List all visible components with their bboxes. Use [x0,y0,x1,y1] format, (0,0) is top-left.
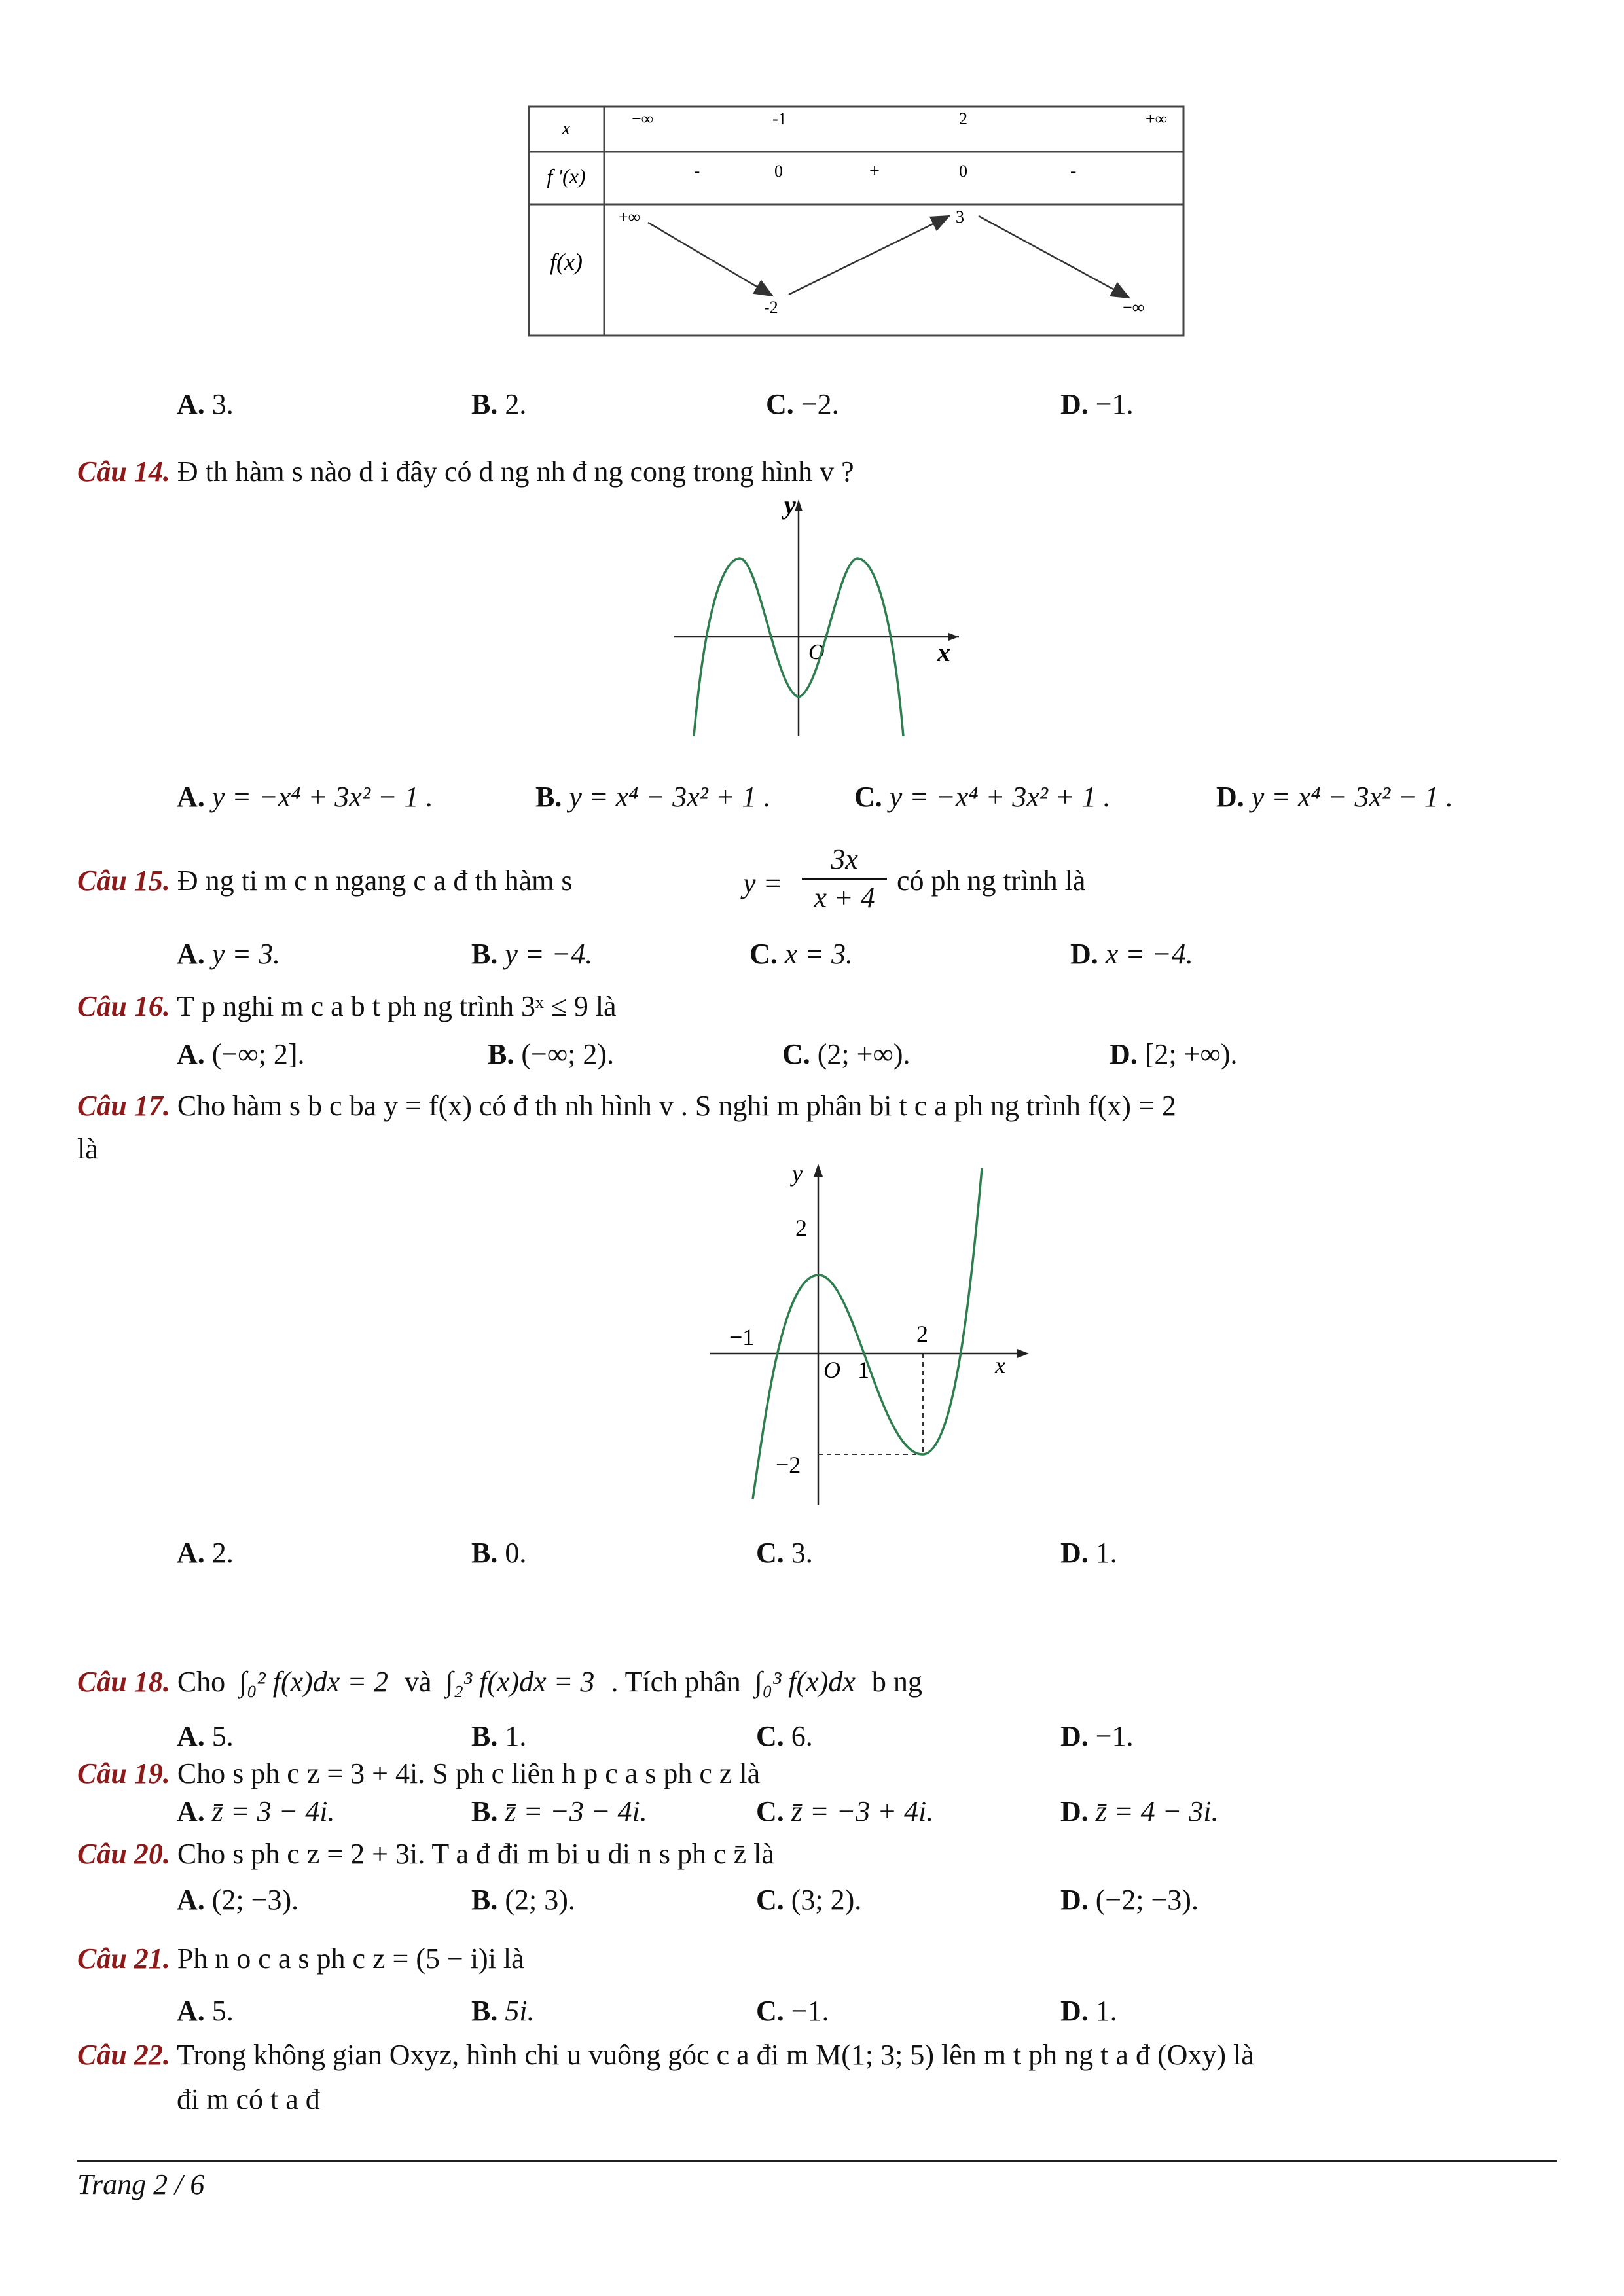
svg-text:1: 1 [857,1357,869,1383]
option-c[interactable]: C. 6. [756,1720,813,1752]
svg-text:−2: −2 [776,1452,801,1478]
option-c[interactable]: C. y = −x⁴ + 3x² + 1 . [854,781,1111,813]
option-a[interactable]: A. 2. [177,1537,234,1569]
page-number: Trang 2 / 6 [77,2168,205,2200]
option-d[interactable]: D. −1. [1060,1720,1134,1752]
option-b[interactable]: B. 0. [471,1537,527,1569]
option-d[interactable]: D. x = −4. [1070,938,1193,970]
svg-text:x: x [937,637,950,667]
question-18: Câu 18. Cho ∫₀² f(x)dx = 2 và ∫₂³ f(x)dx = 3 . Tích phân ∫₀³ f(x)dx b ng [77,1666,922,1698]
svg-text:O: O [823,1357,840,1383]
option-c[interactable]: C. x = 3. [749,938,854,970]
svg-text:2: 2 [916,1321,928,1347]
table-row-x-label: x [562,118,571,139]
svg-text:−1: −1 [729,1324,755,1350]
table-row-fp-label: f '(x) [547,164,586,188]
option-c[interactable]: C. 3. [756,1537,813,1569]
option-c[interactable]: C. (3; 2). [756,1884,862,1916]
option-a[interactable]: A. 3. [177,388,234,420]
question-14: Câu 14. Đ th hàm s nào d i đây có d ng nh đ ng cong trong hình v ? [77,456,854,488]
option-a[interactable]: A. (2; −3). [177,1884,299,1916]
svg-text:x: x [995,1352,1005,1378]
option-c[interactable]: C. −2. [766,388,839,420]
table-row-f-label: f(x) [550,249,583,275]
svg-text:2: 2 [795,1215,807,1241]
option-a[interactable]: A. y = 3. [177,938,281,970]
option-b[interactable]: B. 2. [471,388,527,420]
decrease-arrow [979,216,1129,298]
option-a[interactable]: A. (−∞; 2]. [177,1038,305,1070]
f-value: -2 [764,298,778,317]
y-equals: y = [743,867,783,899]
increase-arrow [789,216,949,295]
x-value: 2 [959,109,967,128]
option-d[interactable]: D. −1. [1060,388,1134,420]
option-d[interactable]: D. (−2; −3). [1060,1884,1199,1916]
option-b[interactable]: B. y = −4. [471,938,593,970]
question-19: Câu 19. Cho s ph c z = 3 + 4i. S ph c liên h p c a s ph c z là [77,1757,761,1789]
option-a[interactable]: A. z̄ = 3 − 4i. [177,1795,335,1827]
f-value: +∞ [619,207,641,226]
question-15-end: có ph ng trình là [897,865,1086,897]
variation-table [527,105,1191,344]
decrease-arrow [648,223,772,296]
option-b[interactable]: B. y = x⁴ − 3x² + 1 . [535,781,771,813]
svg-text:O: O [808,640,825,664]
f-value: −∞ [1123,298,1145,317]
option-d[interactable]: D. y = x⁴ − 3x² − 1 . [1216,781,1453,813]
option-d[interactable]: D. [2; +∞). [1110,1038,1238,1070]
option-b[interactable]: B. 5i. [471,1995,535,2027]
option-a[interactable]: A. y = −x⁴ + 3x² − 1 . [177,781,433,813]
question-15: Câu 15. Đ ng ti m c n ngang c a đ th hàm s [77,865,573,897]
option-b[interactable]: B. (−∞; 2). [488,1038,615,1070]
cubic-graph [707,1152,1034,1518]
fp-sign: 0 [959,162,967,181]
option-a[interactable]: A. 5. [177,1720,234,1752]
option-a[interactable]: A. 5. [177,1995,234,2027]
svg-text:y: y [784,494,796,520]
option-d[interactable]: D. 1. [1060,1995,1117,2027]
footer-divider [77,2160,1557,2162]
question-22-cont: đi m có t a đ [177,2083,320,2115]
option-c[interactable]: C. −1. [756,1995,829,2027]
f-value: 3 [956,207,964,226]
svg-text:y: y [792,1160,803,1187]
quartic-graph [668,494,969,743]
option-d[interactable]: D. 1. [1060,1537,1117,1569]
option-c[interactable]: C. z̄ = −3 + 4i. [756,1795,934,1827]
x-value: +∞ [1146,109,1168,128]
option-d[interactable]: D. z̄ = 4 − 3i. [1060,1795,1219,1827]
option-b[interactable]: B. (2; 3). [471,1884,575,1916]
option-c[interactable]: C. (2; +∞). [782,1038,911,1070]
question-21: Câu 21. Ph n o c a s ph c z = (5 − i)i là [77,1943,524,1975]
fp-sign: 0 [774,162,783,181]
question-16: Câu 16. T p nghi m c a b t ph ng trình 3ˣ ≤ 9 là [77,990,617,1022]
fp-sign: - [694,161,700,181]
option-b[interactable]: B. z̄ = −3 − 4i. [471,1795,647,1827]
x-value: −∞ [632,109,654,128]
option-b[interactable]: B. 1. [471,1720,527,1752]
question-20: Câu 20. Cho s ph c z = 2 + 3i. T a đ đi m bi u di n s ph c z̄ là [77,1838,774,1870]
fp-sign: + [869,161,880,181]
fp-sign: - [1070,161,1077,181]
fraction: 3x x + 4 [802,841,887,916]
question-17: Câu 17. Cho hàm s b c ba y = f(x) có đ th nh hình v . S nghi m phân bi t c a ph ng trình f(x) = 2 [77,1090,1176,1122]
question-22: Câu 22. Trong không gian Oxyz, hình chi u vuông góc c a đi m M(1; 3; 5) lên m t ph ng t a đ (Oxy) là [77,2039,1254,2071]
question-17-cont: là [77,1133,98,1165]
x-value: -1 [772,109,787,128]
